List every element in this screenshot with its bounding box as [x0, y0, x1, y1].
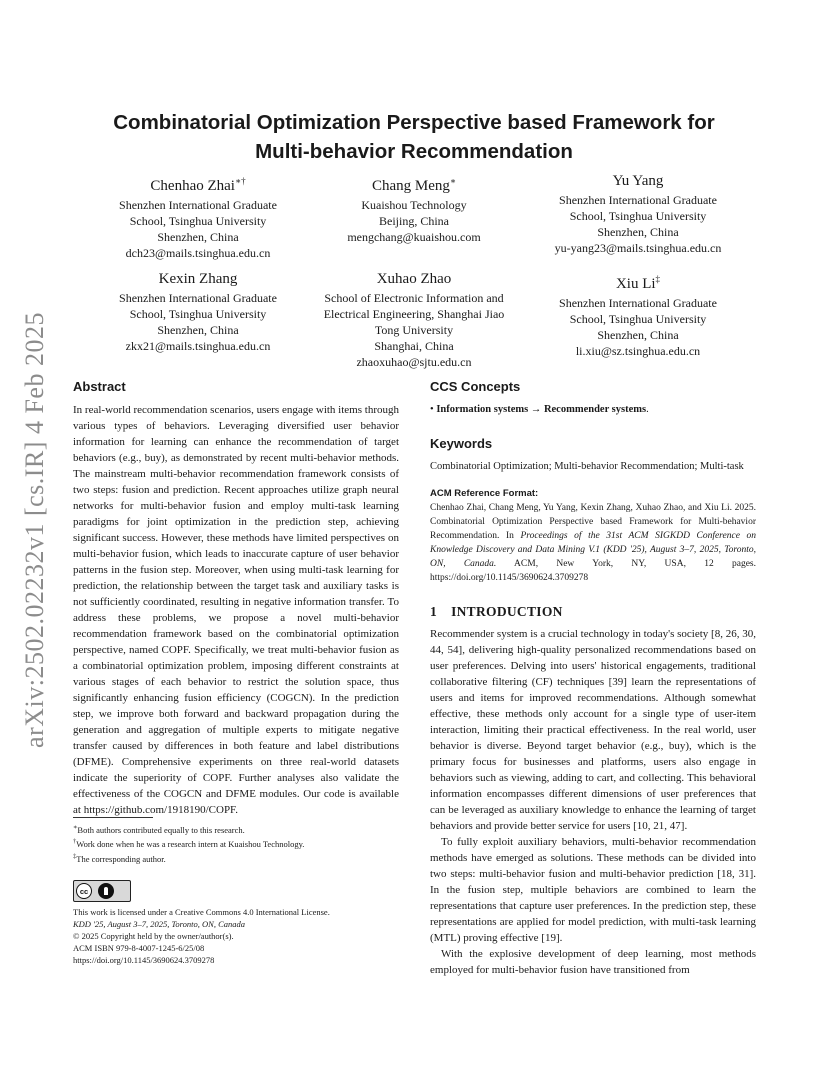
author-location: Shenzhen, China: [157, 230, 239, 244]
author-affiliation: School, Tsinghua University: [129, 307, 267, 321]
author-name: Xiu Li: [615, 276, 656, 292]
ccs-concepts: • Information systems → Recommender systems.: [430, 404, 649, 415]
keywords-text: Combinatorial Optimization; Multi-behavior Recommendation; Multi-task: [430, 461, 744, 472]
footnote-rule: [73, 817, 153, 818]
doi-link[interactable]: https://doi.org/10.1145/3690624.3709278: [73, 955, 215, 965]
intro-paragraph: With the explosive development of deep learning, most methods employed for multi-behavior fusion have transitioned from: [430, 948, 756, 976]
author-email: mengchang@kuaishou.com: [347, 230, 481, 244]
author-affiliation: Shenzhen International Graduate: [119, 198, 277, 212]
author-mark: ‡: [655, 274, 661, 284]
acm-reference-heading: ACM Reference Format:: [430, 488, 539, 499]
paper-title: [60, 108, 768, 166]
author-name: Kexin Zhang: [158, 271, 238, 287]
author-name: Chang Meng: [371, 178, 450, 194]
copyright-text: © 2025 Copyright held by the owner/author(s).: [73, 931, 234, 941]
conference-info: KDD '25, August 3–7, 2025, Toronto, ON, Canada: [73, 919, 246, 929]
abstract-text: In real-world recommendation scenarios, users engage with items through various types of behaviors. Leveraging diversified user behavior information for learning can enhance the recommendation of target behaviors (e.g., buy), as demonstrated by recent multi-behavior methods. The mainstream multi-behavior recommendation framework consists of two steps: fusion and prediction. Recent approaches utilize graph neural networks for multi-behavior fusion and employ multi-task learning paradigms for joint optimization in the prediction step, achieving significant success. However, these methods have limited perspectives on multi-behavior fusion, which leads to inaccurate capture of user behavior patterns in the fusion step. Moreover, when using multi-task learning for prediction, the relationship between the target task and auxiliary tasks is not sufficiently coordinated, resulting in negative information transfer. To address these problems, we propose a novel multi-behavior recommendation framework based on the combinatorial optimization perspective, named COPF. Specifically, we treat multi-behavior fusion as a combinatorial optimization problem, imposing different constraints at various stages of each behavior to restrict the solution space, thus significantly enhancing fusion efficiency (COGCN). In the prediction step, we improve both forward and backward propagation during the generation and aggregation of multiple experts to mitigate negative transfer caused by differences in both feature and label distributions (DFME). Comprehensive experiments on three real-world datasets indicate the superiority of COPF. Further analyses also validate the effectiveness of the COGCN and DFME modules. Our code is available at https://github.com/1918190/COPF.: [73, 404, 399, 816]
title-line-1: Combinatorial Optimization Perspective based Framework for: [113, 111, 715, 134]
ccs-heading: CCS Concepts: [430, 379, 521, 394]
author-block: [302, 269, 526, 370]
footnote: ‡The corresponding author.: [73, 852, 166, 864]
author-location: Shanghai, China: [374, 339, 454, 353]
intro-paragraph: To fully exploit auxiliary behaviors, multi-behavior recommendation methods have emerged as solutions. These methods can be divided into two steps: multi-behavior fusion and multi-behavior prediction [18, 31]. In the fusion step, multiple behaviors are combined to learn the representations that capture user preferences. In the prediction step, these representations are applied for model prediction, with multi-task learning (MTL) proving effective [19].: [430, 836, 756, 944]
license-text: This work is licensed under a Creative Commons 4.0 International License.: [73, 907, 330, 917]
keywords-heading: Keywords: [430, 436, 493, 451]
author-affiliation: School, Tsinghua University: [569, 312, 707, 326]
author-affiliation: Shenzhen International Graduate: [559, 296, 717, 310]
license-block: [73, 880, 399, 966]
author-affiliation: School of Electronic Information and: [324, 291, 504, 305]
author-name: Xuhao Zhao: [376, 271, 452, 287]
abstract-heading: Abstract: [73, 379, 126, 394]
author-email: zhaoxuhao@sjtu.edu.cn: [356, 355, 472, 369]
author-name: Chenhao Zhai: [150, 178, 235, 194]
title-line-2: Multi-behavior Recommendation: [255, 140, 573, 163]
author-affiliation: School, Tsinghua University: [129, 214, 267, 228]
author-email: zkx21@mails.tsinghua.edu.cn: [125, 339, 271, 353]
isbn-text: ACM ISBN 979-8-4007-1245-6/25/08: [73, 943, 205, 953]
author-block: [86, 171, 310, 261]
author-affiliation: School, Tsinghua University: [569, 209, 707, 223]
author-affiliation: Tong University: [374, 323, 454, 337]
author-block: [526, 171, 750, 256]
author-affiliation: Kuaishou Technology: [361, 198, 467, 212]
right-column: [430, 378, 756, 978]
acm-reference-text: Chenhao Zhai, Chang Meng, Yu Yang, Kexin Zhang, Xuhao Zhao, and Xiu Li. 2025. Combinatorial Optimization Perspective based Framework for Multi-behavior Recommendation. In Proceedings of the 31st ACM SIGKDD Conference on Knowledge Discovery and Data Mining V.1 (KDD '25), August 3–7, 2025, Toronto, ON, Canada. ACM, New York, NY, USA, 12 pages. https://doi.org/10.1145/3690624.3709278: [430, 503, 756, 583]
author-block: [302, 171, 526, 245]
author-email: yu-yang23@mails.tsinghua.edu.cn: [554, 241, 722, 255]
cc-by-license-icon: [73, 880, 131, 902]
author-mark: ∗: [449, 176, 457, 186]
author-email: dch23@mails.tsinghua.edu.cn: [125, 246, 271, 260]
author-email: li.xiu@sz.tsinghua.edu.cn: [575, 344, 701, 358]
author-affiliation: Shenzhen International Graduate: [559, 193, 717, 207]
left-column: [73, 378, 399, 818]
author-location: Shenzhen, China: [597, 328, 679, 342]
introduction-heading: 1 INTRODUCTION: [430, 604, 563, 619]
author-location: Beijing, China: [379, 214, 449, 228]
footnote: †Work done when he was a research intern at Kuaishou Technology.: [73, 838, 305, 850]
author-name: Yu Yang: [612, 173, 664, 189]
author-affiliation: Shenzhen International Graduate: [119, 291, 277, 305]
arxiv-stamp: arXiv:2502.02232v1 [cs.IR] 4 Feb 2025: [20, 312, 49, 748]
footnotes: [73, 817, 399, 865]
author-mark: ∗†: [234, 176, 246, 186]
intro-paragraph: Recommender system is a crucial technology in today's society [8, 26, 30, 44, 54], delivering high-quality personalized recommendations based on user preferences. Delving into users' historical engagements, traditional collaborative filtering (CF) techniques [39] learn the representations of users and items for improved recommendations. Although somewhat effective, these methods only account for a single type of user-item interaction, limiting their practical effectiveness. In the real world, user behavior is diverse. Beyond target behavior (e.g., buy), which is the primary focus for businesses and platforms, users also engage in behaviors such as viewing, adding to cart, and collecting. This behavioral information encompasses different dimensions of user preferences that can be leveraged as auxiliary knowledge to enhance the learning of target behaviors and provide better service for users [10, 21, 47].: [430, 628, 756, 832]
footnote: ∗Both authors contributed equally to this research.: [73, 824, 245, 835]
author-location: Shenzhen, China: [157, 323, 239, 337]
cc-icon: cc: [76, 883, 92, 899]
by-person-icon: [98, 883, 114, 899]
author-affiliation: Electrical Engineering, Shanghai Jiao: [323, 307, 505, 321]
author-location: Shenzhen, China: [597, 225, 679, 239]
author-block: [86, 269, 310, 354]
author-block: [526, 269, 750, 359]
